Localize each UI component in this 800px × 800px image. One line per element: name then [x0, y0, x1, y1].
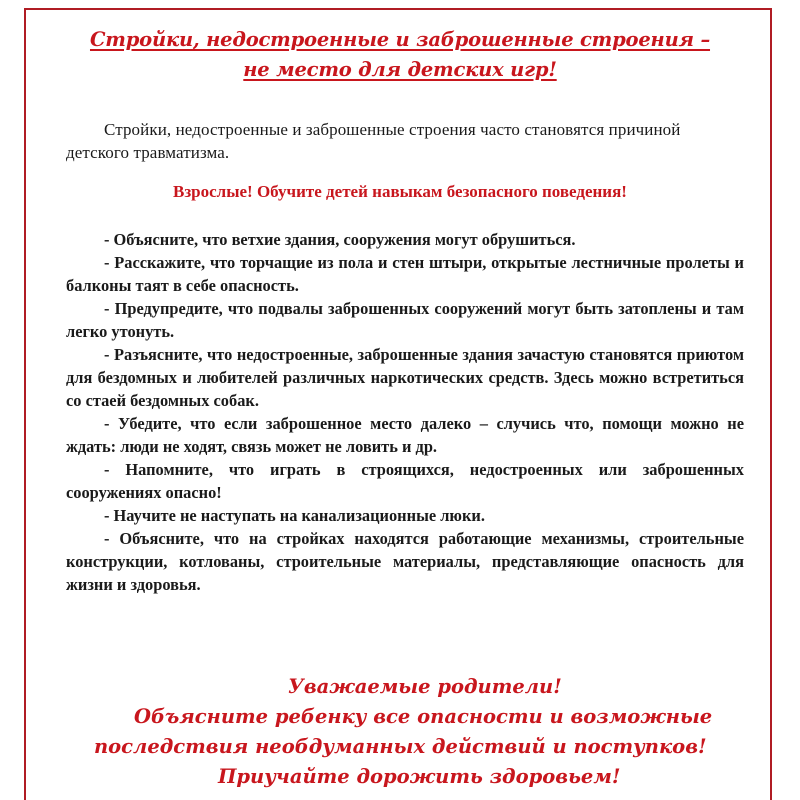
- parents-appeal: [40, 672, 800, 792]
- appeal-line-2: Объясните ребенку все опасности и возможные: [134, 705, 713, 728]
- advice-item-dangerous-play: - Напомните, что играть в строящихся, недостроенных или заброшенных сооружениях опасно!: [66, 460, 744, 502]
- advice-item-flooded-basements: - Предупредите, что подвалы заброшенных сооружений могут быть затоплены и там легко утонуть.: [66, 299, 744, 341]
- intro-paragraph: Стройки, недостроенные и заброшенные строения часто становятся причиной детского травматизма.: [66, 120, 681, 162]
- advice-item-machinery: - Объясните, что на стройках находятся работающие механизмы, строительные конструкции, котлованы, строительные материалы, представляющие опасность для жизни и здоровья.: [66, 529, 744, 594]
- appeal-line-3: последствия необдуманных действий и поступков!: [94, 735, 707, 758]
- adults-callout: Взрослые! Обучите детей навыкам безопасного поведения!: [173, 182, 627, 201]
- headline-line-1: Стройки, недостроенные и заброшенные строения –: [89, 28, 711, 51]
- advice-list: [66, 228, 744, 596]
- appeal-line-1: Уважаемые родители!: [288, 675, 562, 698]
- advice-item-collapse: - Объясните, что ветхие здания, сооружения могут обрушиться.: [104, 230, 576, 249]
- advice-item-manholes: - Научите не наступать на канализационные люки.: [104, 506, 485, 525]
- advice-item-rebar-stairs: - Расскажите, что торчащие из пола и стен штыри, открытые лестничные пролеты и балконы таят в себе опасность.: [66, 253, 744, 295]
- appeal-line-4: Приучайте дорожить здоровьем!: [218, 765, 621, 788]
- advice-item-homeless-shelter: - Разъясните, что недостроенные, заброшенные здания зачастую становятся приютом для бездомных и любителей различных наркотических средств. Здесь можно встретиться со стаей бездомных собак.: [66, 345, 744, 410]
- headline-line-2: не место для детских игр!: [243, 58, 557, 81]
- advice-item-no-help: - Убедите, что если заброшенное место далеко – случись что, помощи можно не ждать: люди не ходят, связь может не ловить и др.: [66, 414, 744, 456]
